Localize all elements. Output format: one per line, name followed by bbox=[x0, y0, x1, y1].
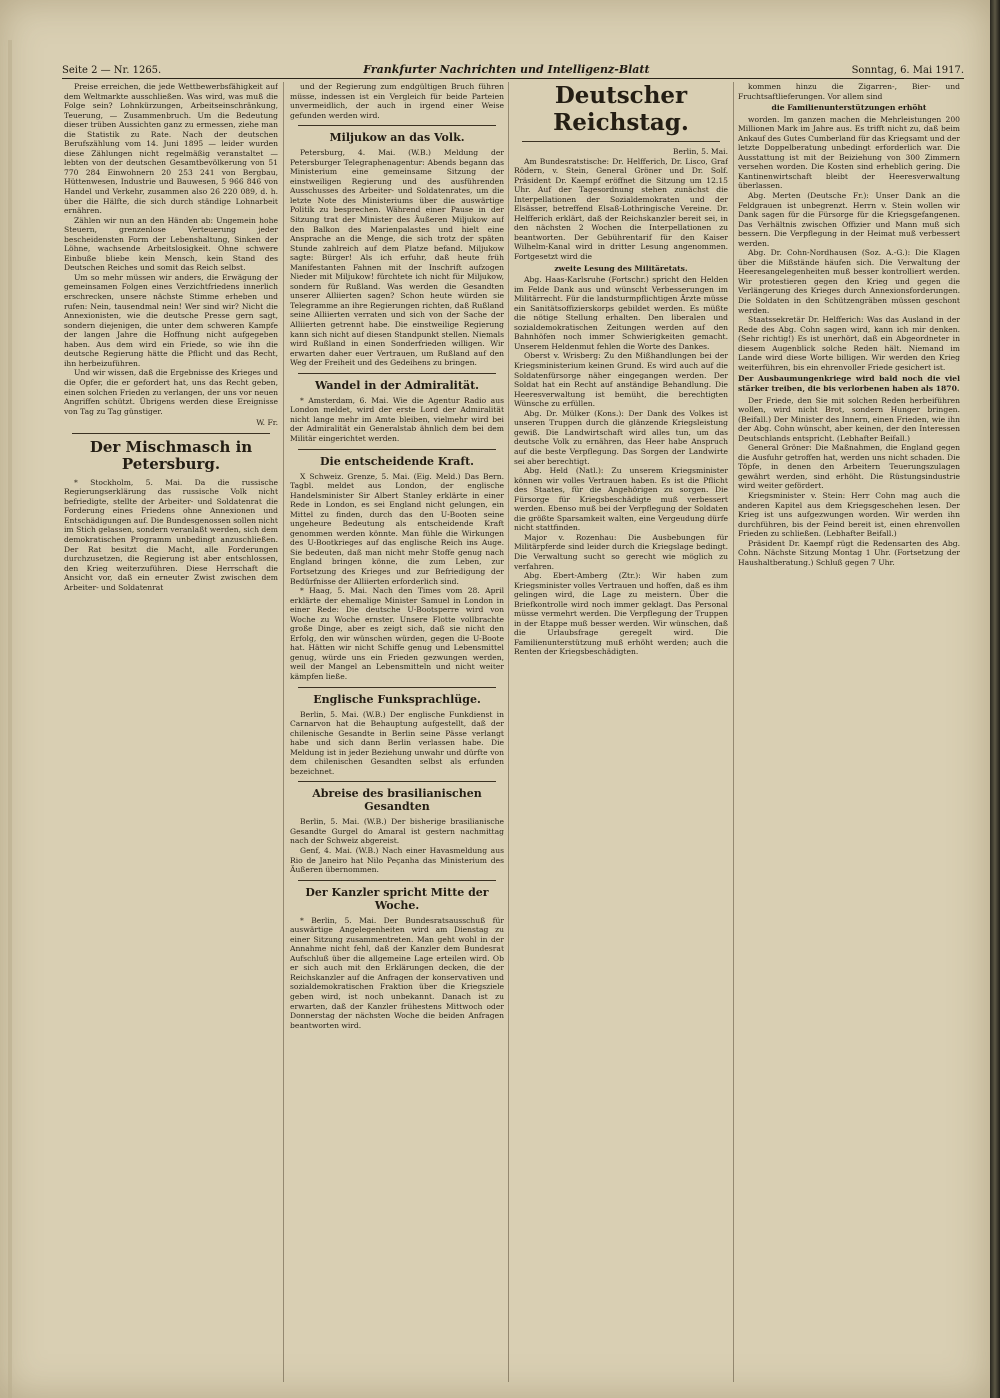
article-text: Oberst v. Wrisberg: Zu den Mißhandlungen bei der Kriegsministerium keinen Grund. Es wird auch auf die Soldatenfürsorge näher eingegangen werden. Der Soldat hat ein Recht auf anständige Behandlung. Die Heeresverwaltung ist bemüht, die berechtigten Wünsche zu erfüllen. bbox=[514, 351, 728, 409]
article-text: Genf, 4. Mai. (W.B.) Nach einer Havasmeldung aus Rio de Janeiro hat Nilo Peçanha das Ministerium des Äußeren übernommen. bbox=[290, 846, 504, 875]
article-text: Preise erreichen, die jede Wettbewerbsfähigkeit auf dem Weltmarkte ausschließen. Was wird, was muß die Folge sein? Lohnkürzungen, Arbeitseinschränkung, Teuerung, — Zusammenbruch. Um die Bedeutung dieser trüben Aussichten ganz zu ermessen, ziehe man die Statistik zu Rate. Nach der deutschen Berufszählung vom 14. Juni 1895 — leider wurden diese Zählungen nicht regelmäßig veranstaltet — lebten von der deutschen Gesamtbevölkerung von 51 770 284 Einwohnern 20 253 241 von Bergbau, Hüttenwesen, Industrie und Bauwesen, 5 966 846 von Handel und Verkehr, zusammen also 26 220 089, d. h. über die Hälfte, die sich durch ständige Lohnarbeit ernähren. bbox=[64, 82, 278, 216]
column-3 bbox=[514, 82, 728, 1377]
article-text: * Haag, 5. Mai. Nach den Times vom 28. April erklärte der ehemalige Minister Samuel in London in einer Rede: Die deutsche U-Bootsperre wird von Woche zu Woche ernster. Unsere Flotte vollbrachte große Dinge, aber es zeigt sich, daß sie nicht den Erfolg, den wir wünschen würden, gegen die U-Boote hat. Hätten wir nicht Schiffe genug und Lebensmittel genug, würde uns ein Frieden gezwungen werden, weil der Mangel an Lebensmitteln und nicht weiter kämpfen ließe. bbox=[290, 586, 504, 681]
author-signature: W. Fr. bbox=[256, 418, 278, 428]
page-edge bbox=[990, 0, 1000, 1398]
article-text: * Amsterdam, 6. Mai. Wie die Agentur Radio aus London meldet, wird der erste Lord der Admiralität nicht lange mehr im Amte bleiben, vielmehr wird bei der Admiralität ein Generalstab ähnlich dem bei dem Militär eingerichtet werden. bbox=[290, 395, 504, 443]
article-text: Der Friede, den Sie mit solchen Reden herbeiführen wollen, wird nicht Brot, sondern Hunger bringen. (Beifall.) Der Minister des Innern, einen Frieden, wie ihn der Abg. Cohn wünscht, aber keinen, der den Interessen Deutschlands entspricht. (Lebhafter Beifall.) bbox=[738, 395, 960, 443]
headline-admiralitaet: Wandel in der Admiralität. bbox=[315, 378, 479, 392]
article-text: X Schweiz. Grenze, 5. Mai. (Eig. Meld.) Das Bern. Tagbl. meldet aus London, der englische Handelsminister Sir Albert Stanley erklärte in einer Rede in London, es sei England nicht gelungen, ein Mittel zu finden, durch das den U-Booten seine ungeheure Bedeutung als entscheidende Kraft genommen werden könnte. Man fühle die Wirkungen des U-Bootkrieges auf das englische Reich ins Auge. Sie bedeuten, daß man nicht mehr Stoffe genug nach England bringen könne, die zum Leben, zur Fortsetzung des Krieges und zur Befriedigung der Bedürfnisse der Alliierten erforderlich sind. bbox=[290, 471, 504, 586]
article-text: General Gröner: Die Maßnahmen, die England gegen die Ausfuhr getroffen hat, werden uns nicht schaden. Die Töpfe, in denen den Arbeitern Teuerungszulagen gewährt werden, sind erhöht. Die Rüstungsindustrie wird weiter gefördert. bbox=[738, 443, 960, 491]
headline-mischmasch: Der Mischmasch in Petersburg. bbox=[89, 437, 253, 473]
divider bbox=[298, 125, 496, 126]
article-text: Und wir wissen, daß die Ergebnisse des Krieges und die Opfer, die er gefordert hat, uns das Recht geben, einen solchen Frieden zu verlangen, der uns vor neuen Angriffen schützt. Übrigens werden diese Ereignisse von Tag zu Tag günstiger. bbox=[64, 368, 278, 416]
article-text: Abg. Ebert-Amberg (Ztr.): Wir haben zum Kriegsminister volles Vertrauen und hoffen, daß es ihm gelingen wird, die Lage zu meistern. Über die Briefkontrolle wird noch immer geklagt. Das Personal müsse vermehrt werden. Die Verpflegung der Truppen in der Etappe muß besser werden. Wir wünschen, daß die Urlaubsfrage geregelt wird. Die Familienunterstützung muß erhöht werden; auch die Renten der Kriegsbeschädigten. bbox=[514, 571, 728, 657]
article-text: Präsident Dr. Kaempf rügt die Redensarten des Abg. Cohn. Nächste Sitzung Montag 1 Uhr. (Fortsetzung der Haushaltberatung.) Schluß gegen 7 Uhr. bbox=[738, 538, 960, 567]
article-text: * Berlin, 5. Mai. Der Bundesratsausschuß für auswärtige Angelegenheiten wird am Dienstag zu einer Sitzung zusammentreten. Man geht wohl in der Annahme nicht fehl, daß der Kanzler dem Bundesrat Aufschluß über die allgemeine Lage erteilen wird. Ob er sich auch mit den Erklärungen decken, die der Reichskanzler auf die Anfragen der konservativen und sozialdemokratischen Fraktion über die Kriegsziele geben wird, ist noch unbekannt. Danach ist zu erwarten, daß der Kanzler frühestens Mittwoch oder Donnerstag der nächsten Woche die beiden Anfragen beantworten wird. bbox=[290, 915, 504, 1030]
divider bbox=[298, 781, 496, 782]
issue-date: Sonntag, 6. Mai 1917. bbox=[851, 65, 964, 76]
divider bbox=[298, 880, 496, 881]
column-rule bbox=[733, 82, 734, 1382]
headline-miljukow: Miljukow an das Volk. bbox=[329, 131, 465, 145]
article-text: Abg. Dr. Mülker (Kons.): Der Dank des Volkes ist unseren Truppen durch die glänzende Kriegsleistung gewiß. Die Landwirtschaft wird alles tun, um das deutsche Volk zu ernähren, das Heer habe Anspruch auf die beste Verpflegung. Das Sorgen der Landwirte sei aber berechtigt. bbox=[514, 408, 728, 466]
article-text: Abg. Held (Natl.): Zu unserem Kriegsminister können wir volles Vertrauen haben. Es ist die Pflicht des Staates, für die Angehörigen zu sorgen. Die Fürsorge für Kriegsbeschädigte muß verbessert werden. Ebenso muß bei der Verpflegung der Soldaten die größte Sparsamkeit walten, eine Vergeudung dürfe nicht stattfinden. bbox=[514, 466, 728, 533]
article-text: Petersburg, 4. Mai. (W.B.) Meldung der Petersburger Telegraphenagentur: Abends begann das Ministerium eine gemeinsame Sitzung der einstweiligen Regierung und des ausführenden Ausschusses des Arbeiter- und Soldatenrates, um die letzte Note des Ministeriums über die auswärtige Politik zu besprechen. Während einer Pause in der Sitzung trat der Minister des Äußeren Miljukow auf den Balkon des Marienpalastes und hielt eine Ansprache an die Menge, die sich trotz der späten Stunde zahlreich auf dem Platze befand. Miljukow sagte: Bürger! Als ich erfuhr, daß heute früh Manifestanten Fahnen mit der Inschrift aufzogen Nieder mit Miljukow! fürchtete ich nicht für Miljukow, sondern für Rußland. Was werden die Gesandten unserer Alliierten sagen? Schon heute würden sie Telegramme an ihre Regierungen richten, daß Rußland seine Alliierten verraten und sich von der Sache der Alliierten getrennt habe. Die einstweilige Regierung kann sich nicht auf diesen Standpunkt stellen. Niemals wird Rußland in einen Sonderfrieden willigen. Wir erwarten daher euer Vertrauen, um Rußland auf den Weg der Freiheit und des Gedeihens zu bringen. bbox=[290, 148, 504, 368]
article-text: Kriegsminister v. Stein: Herr Cohn mag auch die anderen Kapitel aus dem Kriegsgeschehen lesen. Der Krieg ist uns aufgezwungen worden. Wir werden ihn durchführen, bis der Feind bereit ist, einen ehrenvollen Frieden zu schließen. (Lebhafter Beifall.) bbox=[738, 490, 960, 539]
article-text: und der Regierung zum endgültigen Bruch führen müsse, indessen ist ein Vergleich für beide Parteien unvermeidlich, der auch in irgend einer Weise gefunden werden wird. bbox=[290, 82, 504, 120]
adjacent-page-fragment bbox=[972, 82, 990, 1372]
column-4 bbox=[738, 82, 960, 1377]
headline-reichstag: Deutscher Reichstag. bbox=[553, 82, 689, 136]
subheading-lesung: zweite Lesung des Militäretats. bbox=[554, 263, 688, 273]
article-text: Abg. Haas-Karlsruhe (Fortschr.) spricht den Helden im Felde Dank aus und wünscht Verbesserungen im Militärrecht. Für die landsturmpflichtigen Ärzte müsse ein Sanitätsoffizierskorps gebildet werden. Es müßte die nötige Stellung erhalten. Den liberalen und sozialdemokratischen Zeitungen werden auf den Bahnhöfen noch immer Schwierigkeiten gemacht. Unserem Heldenmut fehlen die Worte des Dankes. bbox=[514, 275, 728, 351]
dateline: Berlin, 5. Mai. bbox=[672, 147, 728, 156]
column-rule bbox=[508, 82, 509, 1382]
article-text: Berlin, 5. Mai. (W.B.) Der englische Funkdienst in Carnarvon hat die Behauptung aufgestellt, daß der chilenische Gesandte in Berlin seine Pässe verlangt habe und sich dann Berlin verlassen habe. Die Meldung ist in jeder Beziehung unwahr und dürfte von dem chilenischen Gesandten selbst als erfunden bezeichnet. bbox=[290, 709, 504, 776]
article-text: Abg. Dr. Cohn-Nordhausen (Soz. A.-G.): Die Klagen über die Mißstände häufen sich. Die Verwaltung der Heeresangelegenheiten muß besser kontrolliert werden. Wir protestieren gegen den Krieg und gegen die Verlängerung des Krieges durch Annexionsforderungen. Die Soldaten in den Schützengräben müssen geschont werden. bbox=[738, 248, 960, 315]
headline-funk: Englische Funksprachlüge. bbox=[313, 692, 481, 706]
column-rule bbox=[283, 82, 284, 1382]
binding-shadow bbox=[8, 40, 12, 1398]
headline-kraft: Die entscheidende Kraft. bbox=[319, 454, 475, 468]
article-text: worden. Im ganzen machen die Mehrleistungen 200 Millionen Mark im Jahre aus. Es trifft nicht zu, daß beim Ankauf des Gutes Cumberland für das Kriegsamt und der letzte Doppelberatung unbedingt erforderlich war. Die Ausstattung ist mit der Beiziehung von 300 Zimmern versehen worden. Die Kosten sind erheblich gering. Die Kantinenwirtschaft bleibt der Heeresverwaltung überlassen. bbox=[738, 114, 960, 191]
column-1 bbox=[64, 82, 278, 1377]
column-2 bbox=[290, 82, 504, 1377]
article-text: Am Bundesratstische: Dr. Helfferich, Dr. Lisco, Graf Rödern, v. Stein, General Gröner und Dr. Solf. Präsident Dr. Kaempf eröffnet die Sitzung um 12.15 Uhr. Auf der Tagesordnung stehen zunächst die Interpellationen der Sozialdemokraten und der Elsässer, betreffend Elsaß-Lothringische Vereine. Dr. Helfferich erklärt, daß der Reichskanzler bereit sei, in den nächsten 2 Wochen die Interpellationen zu beantworten. Der Gebührentarif für den Kaiser Wilhelm-Kanal wird in dritter Lesung angenommen. Fortgesetzt wird die bbox=[514, 156, 728, 262]
divider bbox=[522, 141, 720, 142]
article-text: Abg. Merten (Deutsche Fr.): Unser Dank an die Feldgrauen ist unbegrenzt. Herrn v. Stein wollen wir Dank sagen für die Fürsorge für die Kriegsgefangenen. Das Verhältnis zwischen Offizier und Mann muß sich bessern. Die Verpflegung in der Heimat muß verbessert werden. bbox=[738, 191, 960, 248]
article-text: Staatssekretär Dr. Helfferich: Was das Ausland in der Rede des Abg. Cohn sagen wird, kann ich mir denken. (Sehr richtig!) Es ist unerhört, daß ein Abgeordneter in diesem Augenblick solche Reden hält. Niemand im Lande wird diese Worte billigen. Wir werden den Krieg weiterführen, bis ein ehrenvoller Friede gesichert ist. bbox=[738, 315, 960, 372]
subheading-ausbaum: Der Ausbaumungenkriege wird bald noch die viel stärker treiben, die bis verlorbenen haben als 1870. bbox=[738, 374, 960, 393]
article-text: Um so mehr müssen wir anders, die Erwägung der gemeinsamen Folgen eines Verzichtfriedens innerlich erschrecken, unsere nächste Stimme erheben und rufen: Nein, tausendmal nein! Wer sind wir? Nicht die Annexionisten, wie die deutsche Presse gern sagt, sondern diejenigen, die unter dem schweren Kampfe der langen Jahre die Hoffnung nicht aufgegeben haben. Aus dem wird ein Friede, so wie ihn die deutsche Regierung hätte die Pflicht und das Recht, ihn herbeizuführen. bbox=[64, 272, 278, 368]
divider bbox=[298, 373, 496, 374]
article-text: kommen hinzu die Zigarren-, Bier- und Fruchtsaftlieferungen. Vor allem sind bbox=[738, 82, 960, 101]
subheading-familie: die Familienunterstützungen erhöht bbox=[771, 103, 927, 113]
masthead: Frankfurter Nachrichten und Intelligenz-Blatt bbox=[363, 63, 650, 76]
page-header bbox=[62, 56, 964, 79]
headline-abreise: Abreise des brasilianischen Gesandten bbox=[312, 787, 482, 814]
article-text: Zählen wir nun an den Händen ab: Ungemein hohe Steuern, grenzenlose Verteuerung jeder bescheidensten Form der Lebenshaltung, Sinken der Löhne, wachsende Arbeitslosigkeit. Ohne schwere Einbuße bliebe kein Mensch, kein Stand des Deutschen Reiches und somit das Reich selbst. bbox=[64, 215, 278, 273]
divider bbox=[72, 433, 270, 434]
article-text: Berlin, 5. Mai. (W.B.) Der bisherige brasilianische Gesandte Gurgel do Amaral ist gestern nachmittag nach der Schweiz abgereist. bbox=[290, 817, 504, 846]
divider bbox=[298, 687, 496, 688]
headline-kanzler: Der Kanzler spricht Mitte der Woche. bbox=[305, 885, 489, 912]
divider bbox=[298, 449, 496, 450]
article-text: * Stockholm, 5. Mai. Da die russische Regierungserklärung das russische Volk nicht befriedigte, stellte der Arbeiter- und Soldatenrat die Forderung eines Friedens ohne Annexionen und Entschädigungen auf. Die Bundesgenossen sollen nicht im Stich gelassen, sondern veranlaßt werden, sich dem demokratischen Programm unbedingt anzuschließen. Der Rat besitzt die Macht, alle Forderungen durchzusetzen, die Regierung ist aber entschlossen, den Krieg weiterzuführen. Diese Herrschaft die Ansicht vor, daß ein erneuter Zwist zwischen dem Arbeiter- und Soldatenrat bbox=[64, 477, 278, 592]
article-text: Major v. Rozenhau: Die Ausbebungen für Militärpferde sind leider durch die Kriegslage bedingt. Die Verwaltung sucht so gerecht wie möglich zu verfahren. bbox=[514, 532, 728, 571]
page-number: Seite 2 — Nr. 1265. bbox=[62, 65, 162, 76]
